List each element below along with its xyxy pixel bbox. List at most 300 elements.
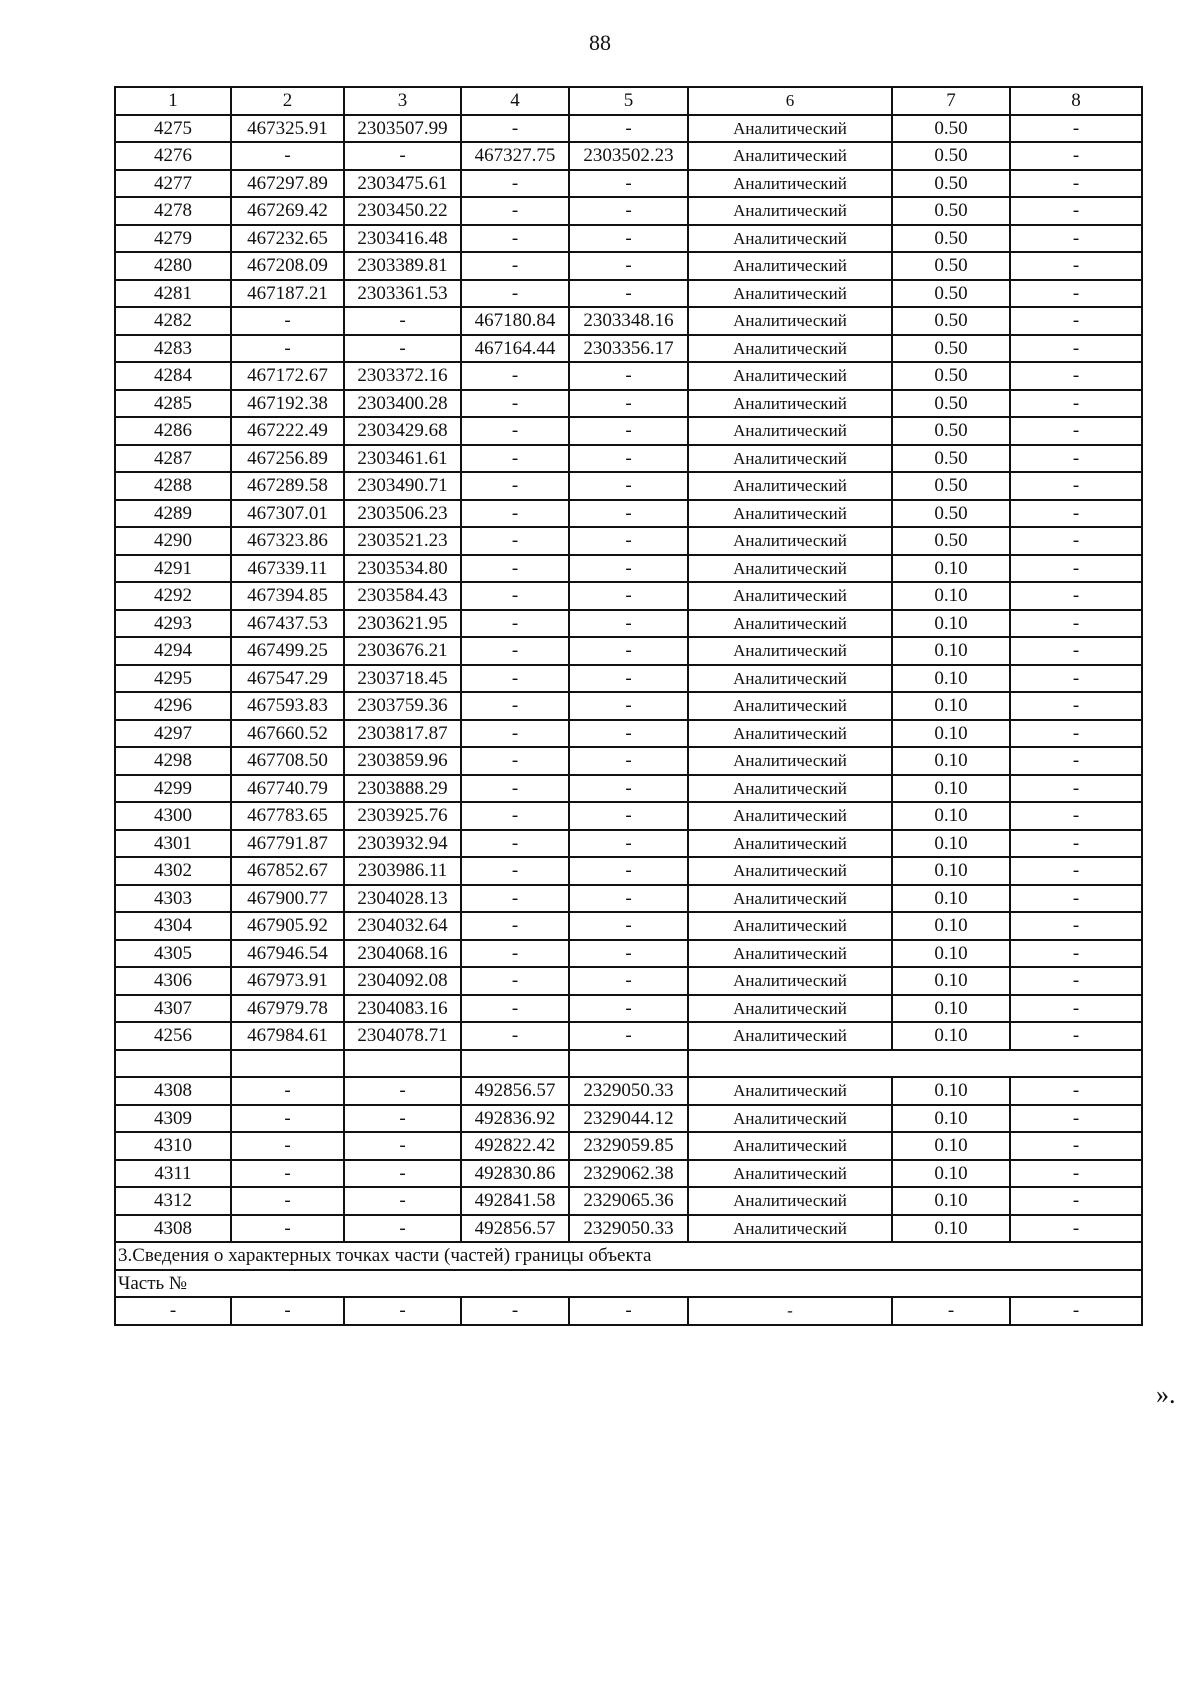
table-cell-col-3: 2303817.87 xyxy=(344,720,461,748)
table-cell-col-7: 0.50 xyxy=(892,170,1010,198)
table-cell-col-7: 0.10 xyxy=(892,912,1010,940)
table-cell-col-1: 4296 xyxy=(115,692,231,720)
table-cell-col-4: 467164.44 xyxy=(461,335,569,363)
header-row xyxy=(115,87,1142,115)
table-cell-col-6: Аналитический xyxy=(688,1022,892,1050)
table-cell-col-1: 4310 xyxy=(115,1132,231,1160)
table-cell-col-5: - xyxy=(569,362,688,390)
table-row xyxy=(115,445,1142,473)
table-cell-col-5: 2329050.33 xyxy=(569,1077,688,1105)
table-row xyxy=(115,115,1142,143)
table-cell-col-7: 0.50 xyxy=(892,142,1010,170)
table-cell-col-4: - xyxy=(461,527,569,555)
table-cell-col-4: 492856.57 xyxy=(461,1077,569,1105)
table-cell-col-6: Аналитический xyxy=(688,1077,892,1105)
table-row xyxy=(115,280,1142,308)
table-cell-col-8: - xyxy=(1010,1160,1142,1188)
table-cell-col-7: 0.10 xyxy=(892,1187,1010,1215)
part-label-row xyxy=(115,1270,1142,1298)
table-row xyxy=(115,252,1142,280)
table-cell-col-5: - xyxy=(569,390,688,418)
table-cell-col-7: 0.10 xyxy=(892,610,1010,638)
table-cell-col-6: Аналитический xyxy=(688,500,892,528)
table-cell-col-4: 492822.42 xyxy=(461,1132,569,1160)
table-cell-col-8: - xyxy=(1010,252,1142,280)
table-cell-col-3: - xyxy=(344,1132,461,1160)
table-cell-col-2: 467297.89 xyxy=(231,170,344,198)
table-cell-col-6: Аналитический xyxy=(688,390,892,418)
table-cell-col-4: 492830.86 xyxy=(461,1160,569,1188)
table-cell-col-1: 4275 xyxy=(115,115,231,143)
table-cell-col-2: - xyxy=(231,1105,344,1133)
table-cell-col-8: - xyxy=(1010,115,1142,143)
table-row xyxy=(115,1132,1142,1160)
table-cell-col-4: - xyxy=(461,692,569,720)
table-cell-col-1: 4301 xyxy=(115,830,231,858)
table-row xyxy=(115,335,1142,363)
table-cell-col-8: - xyxy=(1010,830,1142,858)
table-cell-col-6: Аналитический xyxy=(688,747,892,775)
table-row xyxy=(115,802,1142,830)
table-cell-col-8: - xyxy=(1010,225,1142,253)
table-cell-col-2: 467187.21 xyxy=(231,280,344,308)
table-cell-col-7: 0.10 xyxy=(892,1132,1010,1160)
table-cell-col-3: 2303932.94 xyxy=(344,830,461,858)
table-cell-col-7: 0.50 xyxy=(892,527,1010,555)
table-row xyxy=(115,1077,1142,1105)
table-row xyxy=(115,417,1142,445)
table-cell-col-4: - xyxy=(461,225,569,253)
table-row xyxy=(115,720,1142,748)
table-cell-col-1: 4289 xyxy=(115,500,231,528)
table-row xyxy=(115,1187,1142,1215)
table-cell-col-1: 4298 xyxy=(115,747,231,775)
table-cell-col-1: 4281 xyxy=(115,280,231,308)
table-cell-col-1: 4283 xyxy=(115,335,231,363)
table-cell-col-6: Аналитический xyxy=(688,1215,892,1243)
table-row xyxy=(115,472,1142,500)
table-cell-col-4: - xyxy=(461,637,569,665)
table-cell-col-4: 467327.75 xyxy=(461,142,569,170)
table-cell-col-7: 0.10 xyxy=(892,1160,1010,1188)
table-cell-col-3: 2304028.13 xyxy=(344,885,461,913)
table-cell-col-1: 4279 xyxy=(115,225,231,253)
table-cell-col-1: 4302 xyxy=(115,857,231,885)
table-cell-col-4: - xyxy=(461,472,569,500)
table-cell-col-8: - xyxy=(1010,1105,1142,1133)
empty-cell xyxy=(344,1050,461,1078)
table-cell-col-1: 4300 xyxy=(115,802,231,830)
table-row xyxy=(115,747,1142,775)
table-cell-col-5: 2303502.23 xyxy=(569,142,688,170)
table-cell-col-6: Аналитический xyxy=(688,362,892,390)
table-cell-col-8: - xyxy=(1010,692,1142,720)
table-cell-col-6: Аналитический xyxy=(688,335,892,363)
table-cell-col-3: 2304032.64 xyxy=(344,912,461,940)
empty-cell xyxy=(688,1050,1142,1078)
table-cell-col-5: 2303356.17 xyxy=(569,335,688,363)
table-cell-col-7: 0.10 xyxy=(892,720,1010,748)
dash-row xyxy=(115,1297,1142,1325)
table-cell-col-3: 2303507.99 xyxy=(344,115,461,143)
table-row xyxy=(115,637,1142,665)
table-cell-col-5: 5 xyxy=(569,87,688,115)
table-cell-col-3: 2303621.95 xyxy=(344,610,461,638)
table-row xyxy=(115,307,1142,335)
table-cell-col-3: - xyxy=(344,1187,461,1215)
table-cell-col-4: - xyxy=(461,197,569,225)
table-cell-col-2: 467192.38 xyxy=(231,390,344,418)
table-cell-col-7: 0.50 xyxy=(892,335,1010,363)
table-cell-col-2: 467900.77 xyxy=(231,885,344,913)
table-cell-col-5: - xyxy=(569,885,688,913)
table-cell-col-6: Аналитический xyxy=(688,665,892,693)
table-cell-col-6: Аналитический xyxy=(688,417,892,445)
table-cell-col-1: 4288 xyxy=(115,472,231,500)
table-cell-col-4: - xyxy=(461,802,569,830)
table-cell-col-3: - xyxy=(344,1297,461,1325)
empty-cell xyxy=(231,1050,344,1078)
table-cell-col-6: Аналитический xyxy=(688,142,892,170)
table-cell-col-8: - xyxy=(1010,885,1142,913)
table-cell-col-8: - xyxy=(1010,995,1142,1023)
table-cell-col-7: 0.10 xyxy=(892,885,1010,913)
table-cell-col-7: 0.10 xyxy=(892,1022,1010,1050)
table-row xyxy=(115,940,1142,968)
table-cell-col-2: - xyxy=(231,1297,344,1325)
table-cell-col-5: - xyxy=(569,555,688,583)
table-cell-col-8: - xyxy=(1010,1215,1142,1243)
table-cell-col-7: 0.10 xyxy=(892,1105,1010,1133)
table-cell-col-7: 0.10 xyxy=(892,747,1010,775)
table-cell-col-2: 467905.92 xyxy=(231,912,344,940)
table-cell-col-5: 2329062.38 xyxy=(569,1160,688,1188)
table-cell-col-5: - xyxy=(569,472,688,500)
table-cell-col-2: 467499.25 xyxy=(231,637,344,665)
table-cell-col-5: - xyxy=(569,1297,688,1325)
table-cell-col-2: 467783.65 xyxy=(231,802,344,830)
table-cell-col-7: 0.10 xyxy=(892,582,1010,610)
table-cell-col-4: - xyxy=(461,665,569,693)
table-cell-col-3: 2303450.22 xyxy=(344,197,461,225)
table-cell-col-5: - xyxy=(569,500,688,528)
table-cell-col-8: - xyxy=(1010,637,1142,665)
table-cell-col-8: - xyxy=(1010,582,1142,610)
table-cell-col-8: - xyxy=(1010,967,1142,995)
table-cell-col-4: - xyxy=(461,720,569,748)
table-cell-col-1: 4306 xyxy=(115,967,231,995)
table-cell-col-6: Аналитический xyxy=(688,1160,892,1188)
table-cell-col-4: - xyxy=(461,885,569,913)
table-cell-col-6: Аналитический xyxy=(688,692,892,720)
table-row xyxy=(115,1022,1142,1050)
table-cell-col-1: - xyxy=(115,1297,231,1325)
table-cell-col-2: 467232.65 xyxy=(231,225,344,253)
table-row xyxy=(115,500,1142,528)
table-cell-col-2: 467289.58 xyxy=(231,472,344,500)
table-cell-col-4: - xyxy=(461,610,569,638)
table-row xyxy=(115,170,1142,198)
table-cell-col-7: - xyxy=(892,1297,1010,1325)
table-cell-col-6: - xyxy=(688,1297,892,1325)
table-cell-col-7: 0.10 xyxy=(892,637,1010,665)
table-cell-col-7: 0.50 xyxy=(892,445,1010,473)
table-cell-col-5: 2329050.33 xyxy=(569,1215,688,1243)
table-row xyxy=(115,1105,1142,1133)
table-cell-col-1: 1 xyxy=(115,87,231,115)
table-cell-col-5: - xyxy=(569,802,688,830)
table-cell-col-5: - xyxy=(569,527,688,555)
table-row xyxy=(115,527,1142,555)
table-row xyxy=(115,665,1142,693)
table-cell-col-2: - xyxy=(231,1160,344,1188)
table-cell-col-3: 2303534.80 xyxy=(344,555,461,583)
table-cell-col-7: 0.50 xyxy=(892,472,1010,500)
table-cell-col-6: Аналитический xyxy=(688,280,892,308)
table-cell-col-1: 4307 xyxy=(115,995,231,1023)
table-cell-col-3: 2303389.81 xyxy=(344,252,461,280)
table-cell-col-8: - xyxy=(1010,665,1142,693)
table-cell-col-3: - xyxy=(344,1105,461,1133)
table-cell-col-6: Аналитический xyxy=(688,885,892,913)
table-cell-col-2: 467394.85 xyxy=(231,582,344,610)
table-cell-col-2: 467984.61 xyxy=(231,1022,344,1050)
table-cell-col-4: - xyxy=(461,1022,569,1050)
table-row xyxy=(115,582,1142,610)
table-cell-col-4: - xyxy=(461,747,569,775)
table-cell-col-1: 4293 xyxy=(115,610,231,638)
table-cell-col-1: 4303 xyxy=(115,885,231,913)
table-cell-col-3: 2303400.28 xyxy=(344,390,461,418)
table-cell-col-6: Аналитический xyxy=(688,582,892,610)
section-title-row xyxy=(115,1242,1142,1270)
table-cell-col-3: 2303361.53 xyxy=(344,280,461,308)
table-cell-col-4: - xyxy=(461,445,569,473)
table-cell-col-3: - xyxy=(344,1077,461,1105)
table-row xyxy=(115,225,1142,253)
table-cell-col-5: - xyxy=(569,775,688,803)
table-cell-col-4: - xyxy=(461,170,569,198)
table-cell-col-7: 0.10 xyxy=(892,555,1010,583)
table-cell-col-5: - xyxy=(569,967,688,995)
table-cell-col-5: - xyxy=(569,445,688,473)
table-cell-col-6: Аналитический xyxy=(688,967,892,995)
table-row xyxy=(115,610,1142,638)
table-cell-col-1: 4292 xyxy=(115,582,231,610)
table-cell-col-6: Аналитический xyxy=(688,225,892,253)
table-cell-col-6: Аналитический xyxy=(688,170,892,198)
table-cell-col-5: - xyxy=(569,995,688,1023)
table-cell-col-8: - xyxy=(1010,472,1142,500)
table-cell-col-2: 467740.79 xyxy=(231,775,344,803)
table-cell-col-2: 467979.78 xyxy=(231,995,344,1023)
table-cell-col-3: 2303429.68 xyxy=(344,417,461,445)
table-cell-col-8: - xyxy=(1010,1297,1142,1325)
empty-cell xyxy=(115,1050,231,1078)
table-cell-col-7: 0.10 xyxy=(892,802,1010,830)
table-cell-col-2: - xyxy=(231,142,344,170)
table-cell-col-1: 4276 xyxy=(115,142,231,170)
table-cell-col-2: 467593.83 xyxy=(231,692,344,720)
table-cell-col-5: 2303348.16 xyxy=(569,307,688,335)
table-cell-col-1: 4277 xyxy=(115,170,231,198)
table-cell-col-1: 4280 xyxy=(115,252,231,280)
table-cell-col-2: 467172.67 xyxy=(231,362,344,390)
table-cell-col-3: 2303372.16 xyxy=(344,362,461,390)
table-cell-col-5: - xyxy=(569,665,688,693)
table-row xyxy=(115,912,1142,940)
table-cell-col-1: 4291 xyxy=(115,555,231,583)
table-cell-col-4: - xyxy=(461,775,569,803)
table-cell-col-5: - xyxy=(569,857,688,885)
table-cell-col-5: - xyxy=(569,940,688,968)
table-cell-col-3: 2303986.11 xyxy=(344,857,461,885)
table-cell-col-2: - xyxy=(231,1215,344,1243)
table-cell-col-8: - xyxy=(1010,417,1142,445)
table-cell-col-6: Аналитический xyxy=(688,775,892,803)
table-cell-col-5: - xyxy=(569,115,688,143)
table-cell-col-8: - xyxy=(1010,500,1142,528)
table-cell-col-8: - xyxy=(1010,307,1142,335)
table-cell-col-8: - xyxy=(1010,857,1142,885)
table-cell-col-3: 2303506.23 xyxy=(344,500,461,528)
table-cell-col-1: 4278 xyxy=(115,197,231,225)
table-row xyxy=(115,197,1142,225)
table-cell-col-5: - xyxy=(569,197,688,225)
table-cell-col-4: - xyxy=(461,940,569,968)
table-cell-col-8: - xyxy=(1010,142,1142,170)
table-cell-col-7: 0.50 xyxy=(892,252,1010,280)
table-cell-col-4: - xyxy=(461,417,569,445)
table-cell-col-4: - xyxy=(461,500,569,528)
table-cell-col-7: 0.50 xyxy=(892,225,1010,253)
table-cell-col-1: 4299 xyxy=(115,775,231,803)
table-cell-col-8: 8 xyxy=(1010,87,1142,115)
table-cell-col-8: - xyxy=(1010,775,1142,803)
table-cell-col-1: 4256 xyxy=(115,1022,231,1050)
table-cell-col-7: 0.50 xyxy=(892,197,1010,225)
table-cell-col-8: - xyxy=(1010,610,1142,638)
table-cell-col-2: 467946.54 xyxy=(231,940,344,968)
table-cell-col-6: Аналитический xyxy=(688,115,892,143)
table-cell-col-6: Аналитический xyxy=(688,197,892,225)
table-cell-col-1: 4312 xyxy=(115,1187,231,1215)
table-cell-col-7: 0.50 xyxy=(892,500,1010,528)
table-cell-col-2: 467852.67 xyxy=(231,857,344,885)
table-cell-col-6: Аналитический xyxy=(688,940,892,968)
table-cell-col-6: Аналитический xyxy=(688,720,892,748)
table-cell-col-4: 4 xyxy=(461,87,569,115)
table-row xyxy=(115,857,1142,885)
table-cell-col-4: - xyxy=(461,967,569,995)
section-title: 3.Сведения о характерных точках части (частей) границы объекта xyxy=(115,1242,1142,1270)
table-cell-col-2: - xyxy=(231,1132,344,1160)
table-row xyxy=(115,775,1142,803)
table-cell-col-3: 2304083.16 xyxy=(344,995,461,1023)
table-cell-col-2: 467323.86 xyxy=(231,527,344,555)
table-cell-col-8: - xyxy=(1010,1077,1142,1105)
table-cell-col-2: 467339.11 xyxy=(231,555,344,583)
table-cell-col-4: 492856.57 xyxy=(461,1215,569,1243)
table-cell-col-4: - xyxy=(461,115,569,143)
table-cell-col-4: - xyxy=(461,280,569,308)
table-cell-col-2: 467269.42 xyxy=(231,197,344,225)
table-cell-col-4: 492836.92 xyxy=(461,1105,569,1133)
table-cell-col-6: Аналитический xyxy=(688,995,892,1023)
table-cell-col-6: Аналитический xyxy=(688,610,892,638)
table-cell-col-5: - xyxy=(569,720,688,748)
table-cell-col-3: 2303461.61 xyxy=(344,445,461,473)
table-row xyxy=(115,142,1142,170)
table-cell-col-5: - xyxy=(569,610,688,638)
table-cell-col-5: - xyxy=(569,225,688,253)
table-cell-col-2: - xyxy=(231,335,344,363)
table-cell-col-6: Аналитический xyxy=(688,472,892,500)
table-cell-col-8: - xyxy=(1010,280,1142,308)
table-cell-col-7: 0.10 xyxy=(892,995,1010,1023)
table-cell-col-4: 492841.58 xyxy=(461,1187,569,1215)
table-cell-col-8: - xyxy=(1010,362,1142,390)
table-cell-col-5: - xyxy=(569,692,688,720)
table-cell-col-7: 0.10 xyxy=(892,1077,1010,1105)
table-cell-col-3: 2303759.36 xyxy=(344,692,461,720)
table-cell-col-2: 467973.91 xyxy=(231,967,344,995)
table-cell-col-3: - xyxy=(344,142,461,170)
table-cell-col-1: 4305 xyxy=(115,940,231,968)
table-cell-col-3: 2304092.08 xyxy=(344,967,461,995)
table-cell-col-2: - xyxy=(231,1187,344,1215)
table-cell-col-8: - xyxy=(1010,940,1142,968)
table-cell-col-1: 4311 xyxy=(115,1160,231,1188)
table-cell-col-6: 6 xyxy=(688,87,892,115)
table-cell-col-5: - xyxy=(569,830,688,858)
table-cell-col-1: 4308 xyxy=(115,1077,231,1105)
table-cell-col-1: 4282 xyxy=(115,307,231,335)
table-cell-col-1: 4295 xyxy=(115,665,231,693)
table-cell-col-5: - xyxy=(569,1022,688,1050)
table-cell-col-8: - xyxy=(1010,555,1142,583)
table-cell-col-6: Аналитический xyxy=(688,637,892,665)
table-cell-col-3: - xyxy=(344,1160,461,1188)
table-cell-col-7: 0.10 xyxy=(892,692,1010,720)
table-cell-col-6: Аналитический xyxy=(688,252,892,280)
table-cell-col-3: 2304078.71 xyxy=(344,1022,461,1050)
table-row xyxy=(115,1215,1142,1243)
table-cell-col-3: 2303475.61 xyxy=(344,170,461,198)
table-cell-col-5: - xyxy=(569,252,688,280)
closing-quote-mark: ». xyxy=(1156,1380,1176,1409)
table-cell-col-5: - xyxy=(569,417,688,445)
table-cell-col-8: - xyxy=(1010,747,1142,775)
table-cell-col-6: Аналитический xyxy=(688,802,892,830)
table-cell-col-4: - xyxy=(461,830,569,858)
table-cell-col-1: 4290 xyxy=(115,527,231,555)
empty-cell xyxy=(569,1050,688,1078)
table-cell-col-8: - xyxy=(1010,720,1142,748)
table-cell-col-8: - xyxy=(1010,527,1142,555)
table-cell-col-4: - xyxy=(461,912,569,940)
table-cell-col-2: 467547.29 xyxy=(231,665,344,693)
table-cell-col-8: - xyxy=(1010,445,1142,473)
table-cell-col-2: 2 xyxy=(231,87,344,115)
table-cell-col-7: 0.10 xyxy=(892,967,1010,995)
table-cell-col-3: 2303521.23 xyxy=(344,527,461,555)
table-cell-col-1: 4304 xyxy=(115,912,231,940)
table-body xyxy=(115,87,1142,1325)
table-cell-col-7: 0.10 xyxy=(892,775,1010,803)
table-cell-col-7: 0.50 xyxy=(892,115,1010,143)
table-cell-col-2: 467222.49 xyxy=(231,417,344,445)
